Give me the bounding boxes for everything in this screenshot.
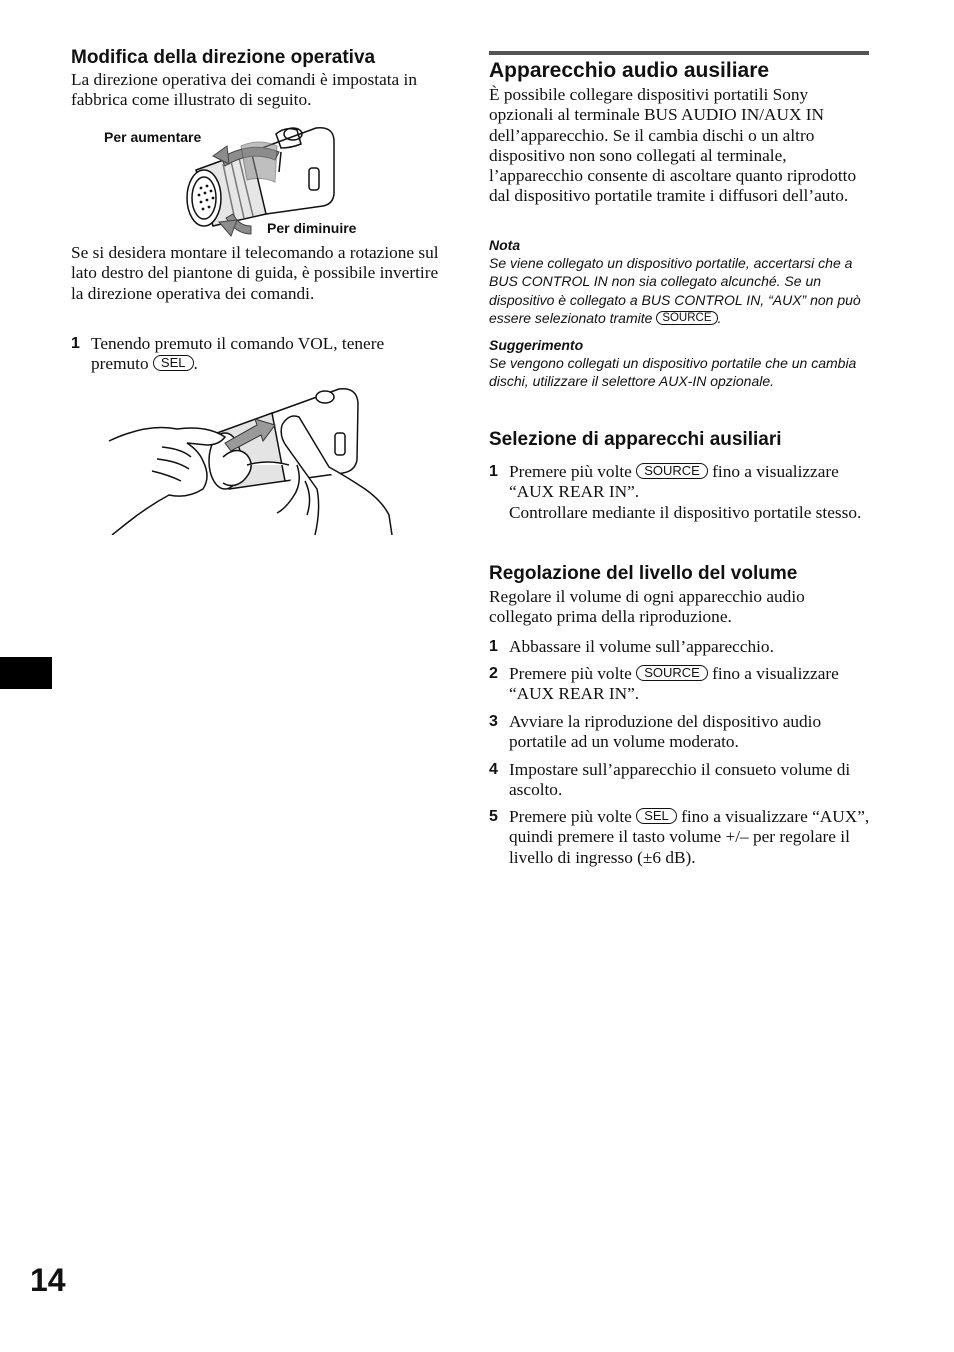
figure-rotary-commander [101,122,401,240]
step-volume-4: 4 Impostare sull’apparecchio il consueto volume di ascolto. [489,760,851,800]
step-hold-vol: 1 Tenendo premuto il comando VOL, tenere premuto SEL . [71,334,385,374]
step-number: 1 [71,335,80,352]
heading-select-aux: Selezione di apparecchi ausiliari [489,429,782,450]
sel-key: SEL [636,808,677,824]
note-text: Se viene collegato un dispositivo portatile, accertarsi che a BUS CONTROL IN non sia collegato alcunché. Se un dispositivo è collegato a BUS CONTROL IN, “AUX” non può essere selezionato tramite SOURCE . [489,255,861,326]
source-key: SOURCE [636,463,708,479]
label-increase: Per aumentare [104,129,202,145]
para-invert: Se si desidera montare il telecomando a rotazione sul lato destro del piantone di guida, è possibile invertire la direzione operativa dei comandi. [71,243,439,303]
heading-direction: Modifica della direzione operativa [71,47,376,68]
note-block [489,236,869,327]
intro-aux: È possibile collegare dispositivi portatili Sony opzionali al terminale BUS AUDIO IN/AUX IN dell’apparecchio. Se il cambia dischi o un altro dispositivo non sono collegati al terminale, l’apparecchio consente di ascoltare quanto riprodotto dal dispositivo portatile tramite i diffusori dell’auto. [489,85,857,206]
step-volume-3: 3 Avviare la riproduzione del dispositivo audio portatile ad un volume moderato. [489,712,822,752]
source-key: SOURCE [656,311,717,325]
page-number: 14 [30,1262,66,1298]
figure-hands-operating [107,385,407,535]
section-tab-marker [0,657,52,689]
label-decrease: Per diminuire [267,220,357,236]
rotary-commander-drawing [101,122,401,240]
tip-title: Suggerimento [489,337,584,353]
note-title: Nota [489,237,521,253]
tip-text: Se vengono collegati un dispositivo portatile che un cambia dischi, utilizzare il selettore AUX-IN opzionale. [489,355,857,390]
sel-key: SEL [153,355,194,371]
step-select-aux: 1 Premere più volte SOURCE fino a visualizzare “AUX REAR IN”. Controllare mediante il dispositivo portatile stesso. [489,462,862,522]
intro-volume: Regolare il volume di ogni apparecchio audio collegato prima della riproduzione. [489,587,805,627]
heading-aux: Apparecchio audio ausiliare [489,59,770,82]
section-rule [489,51,869,55]
step-volume-2: 2 Premere più volte SOURCE fino a visualizzare “AUX REAR IN”. [489,664,839,704]
heading-volume: Regolazione del livello del volume [489,563,798,584]
step-volume-5: 5 Premere più volte SEL fino a visualizzare “AUX”, quindi premere il tasto volume +/– per regolare il livello di ingresso (±6 dB). [489,807,870,867]
step-volume-1: 1 Abbassare il volume sull’apparecchio. [489,637,774,656]
intro-direction: La direzione operativa dei comandi è impostata in fabbrica come illustrato di seguito. [71,70,417,110]
source-key: SOURCE [636,665,708,681]
tip-block [489,336,869,391]
